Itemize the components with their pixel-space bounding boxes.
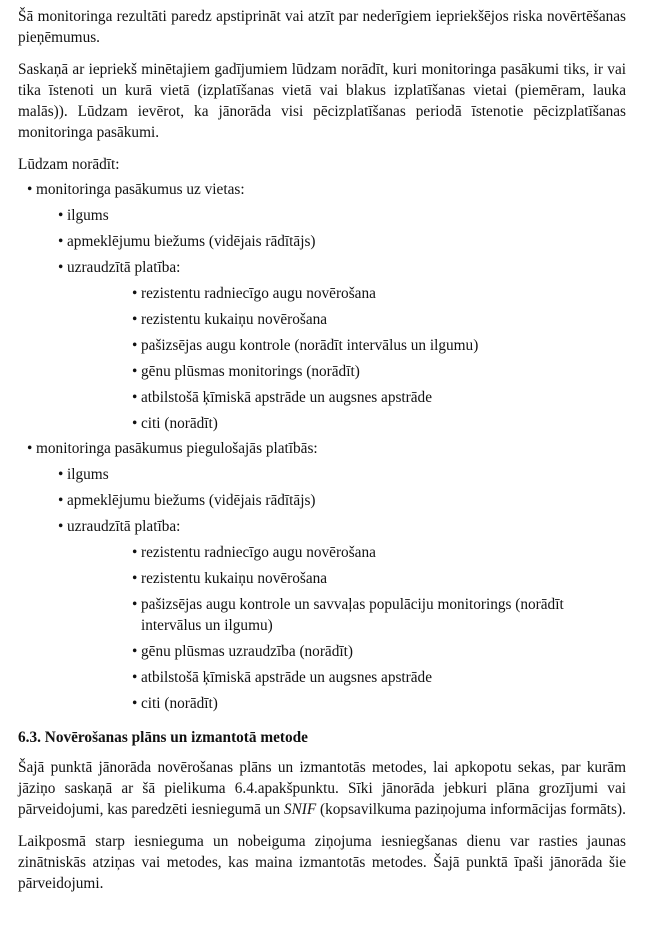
list-item: [58, 693, 626, 714]
subitem-label: gēnu plūsmas uzraudzība (norādīt): [141, 643, 353, 660]
group-label: monitoringa pasākumus piegulošajās platībās:: [36, 440, 318, 457]
list-item: [58, 413, 626, 434]
bullet-icon: •: [58, 233, 64, 250]
intro-paragraph-1: Šā monitoringa rezultāti paredz apstiprināt vai atzīt par nederīgiem iepriekšējos riska novērtēšanas pieņēmumus.: [18, 8, 626, 46]
item-label: apmeklējumu biežums (vidējais rādītājs): [67, 233, 316, 250]
bullet-icon: •: [132, 285, 138, 302]
list-item: [58, 361, 626, 382]
snif-term: SNIF: [283, 801, 317, 818]
bullet-icon: •: [27, 440, 33, 457]
list-prompt: Lūdzam norādīt:: [18, 156, 120, 173]
bullet-icon: •: [27, 181, 33, 198]
item-label: ilgums: [67, 207, 109, 224]
list-item: [58, 542, 626, 563]
subitem-label: atbilstošā ķīmiskā apstrāde un augsnes apstrāde: [141, 389, 432, 406]
bullet-icon: •: [58, 492, 64, 509]
section-paragraph-1: [18, 757, 626, 820]
bullet-icon: •: [132, 544, 138, 561]
subitem-label: pašizsējas augu kontrole un savvaļas populāciju monitorings (norādīt intervālus un ilgumu): [141, 596, 564, 634]
bullet-icon: •: [132, 311, 138, 328]
bullet-icon: •: [132, 695, 138, 712]
document-page: [18, 6, 626, 894]
bullet-icon: •: [132, 669, 138, 686]
bullet-icon: •: [132, 389, 138, 406]
subitem-label: citi (norādīt): [141, 415, 218, 432]
list-item: [27, 464, 626, 485]
list-item: [58, 387, 626, 408]
list-item: [58, 667, 626, 688]
bullet-icon: •: [132, 337, 138, 354]
section-paragraph-2: Laikposmā starp iesnieguma un nobeiguma ziņojuma iesniegšanas dienu var rasties jaunas zinātniskās atziņas vai metodes, kas maina izmantotās metodes. Šajā punktā īpaši jānorāda šie pārveidojumi.: [18, 833, 626, 892]
list-item: [27, 205, 626, 226]
bullet-icon: •: [58, 466, 64, 483]
subitem-label: citi (norādīt): [141, 695, 218, 712]
bullet-icon: •: [58, 259, 64, 276]
subitem-label: pašizsējas augu kontrole (norādīt intervālus un ilgumu): [141, 337, 479, 354]
section-paragraph-1-end: (kopsavilkuma paziņojuma informācijas formāts).: [316, 801, 626, 818]
bullet-icon: •: [132, 363, 138, 380]
bullet-icon: •: [132, 415, 138, 432]
list-item: [58, 283, 626, 304]
list-item: [58, 309, 626, 330]
list-item: [18, 438, 626, 714]
bullet-icon: •: [132, 643, 138, 660]
list-item: [58, 568, 626, 589]
subitem-label: rezistentu kukaiņu novērošana: [141, 311, 328, 328]
section-heading: 6.3. Novērošanas plāns un izmantotā metode: [18, 729, 308, 746]
list-item: [18, 179, 626, 434]
bullet-icon: •: [132, 596, 138, 613]
subitem-label: rezistentu kukaiņu novērošana: [141, 570, 328, 587]
subitem-label: rezistentu radniecīgo augu novērošana: [141, 544, 376, 561]
bullet-icon: •: [58, 518, 64, 535]
list-item: [27, 231, 626, 252]
list-item: [27, 516, 626, 714]
item-label: apmeklējumu biežums (vidējais rādītājs): [67, 492, 316, 509]
list-item: [58, 641, 626, 662]
list-item: [58, 335, 626, 356]
list-item: [27, 490, 626, 511]
item-label: ilgums: [67, 466, 109, 483]
bullet-icon: •: [58, 207, 64, 224]
intro-paragraph-2: Saskaņā ar iepriekš minētajiem gadījumiem lūdzam norādīt, kuri monitoringa pasākumi tiks, ir vai tika īstenoti un kurā vietā (izplatīšanas vietā vai blakus izplatīšanas vietai (piemēram, lauka malās)). Lūdzam ievērot, ka jānorāda visi pēcizplatīšanas periodā īstenotie pēcizplatīšanas monitoringa pasākumi.: [18, 61, 626, 141]
subitem-label: gēnu plūsmas monitorings (norādīt): [141, 363, 360, 380]
item-label: uzraudzītā platība:: [67, 259, 181, 276]
monitoring-groups-list: [18, 179, 626, 714]
group-label: monitoringa pasākumus uz vietas:: [36, 181, 245, 198]
bullet-icon: •: [132, 570, 138, 587]
item-label: uzraudzītā platība:: [67, 518, 181, 535]
subitem-label: rezistentu radniecīgo augu novērošana: [141, 285, 376, 302]
list-item: [27, 257, 626, 434]
list-item: [58, 594, 626, 636]
section-paragraph-1-start: Šajā punktā jānorāda novērošanas plāns un izmantotās metodes, lai apkopotu sekas, par kurām jāziņo saskaņā ar šā pielikuma 6.4.apakšpunktu. Sīki jānorāda jebkuri plāna grozījumi vai pārveidojumi, kas paredzēti iesniegumā un: [18, 759, 626, 818]
subitem-label: atbilstošā ķīmiskā apstrāde un augsnes apstrāde: [141, 669, 432, 686]
